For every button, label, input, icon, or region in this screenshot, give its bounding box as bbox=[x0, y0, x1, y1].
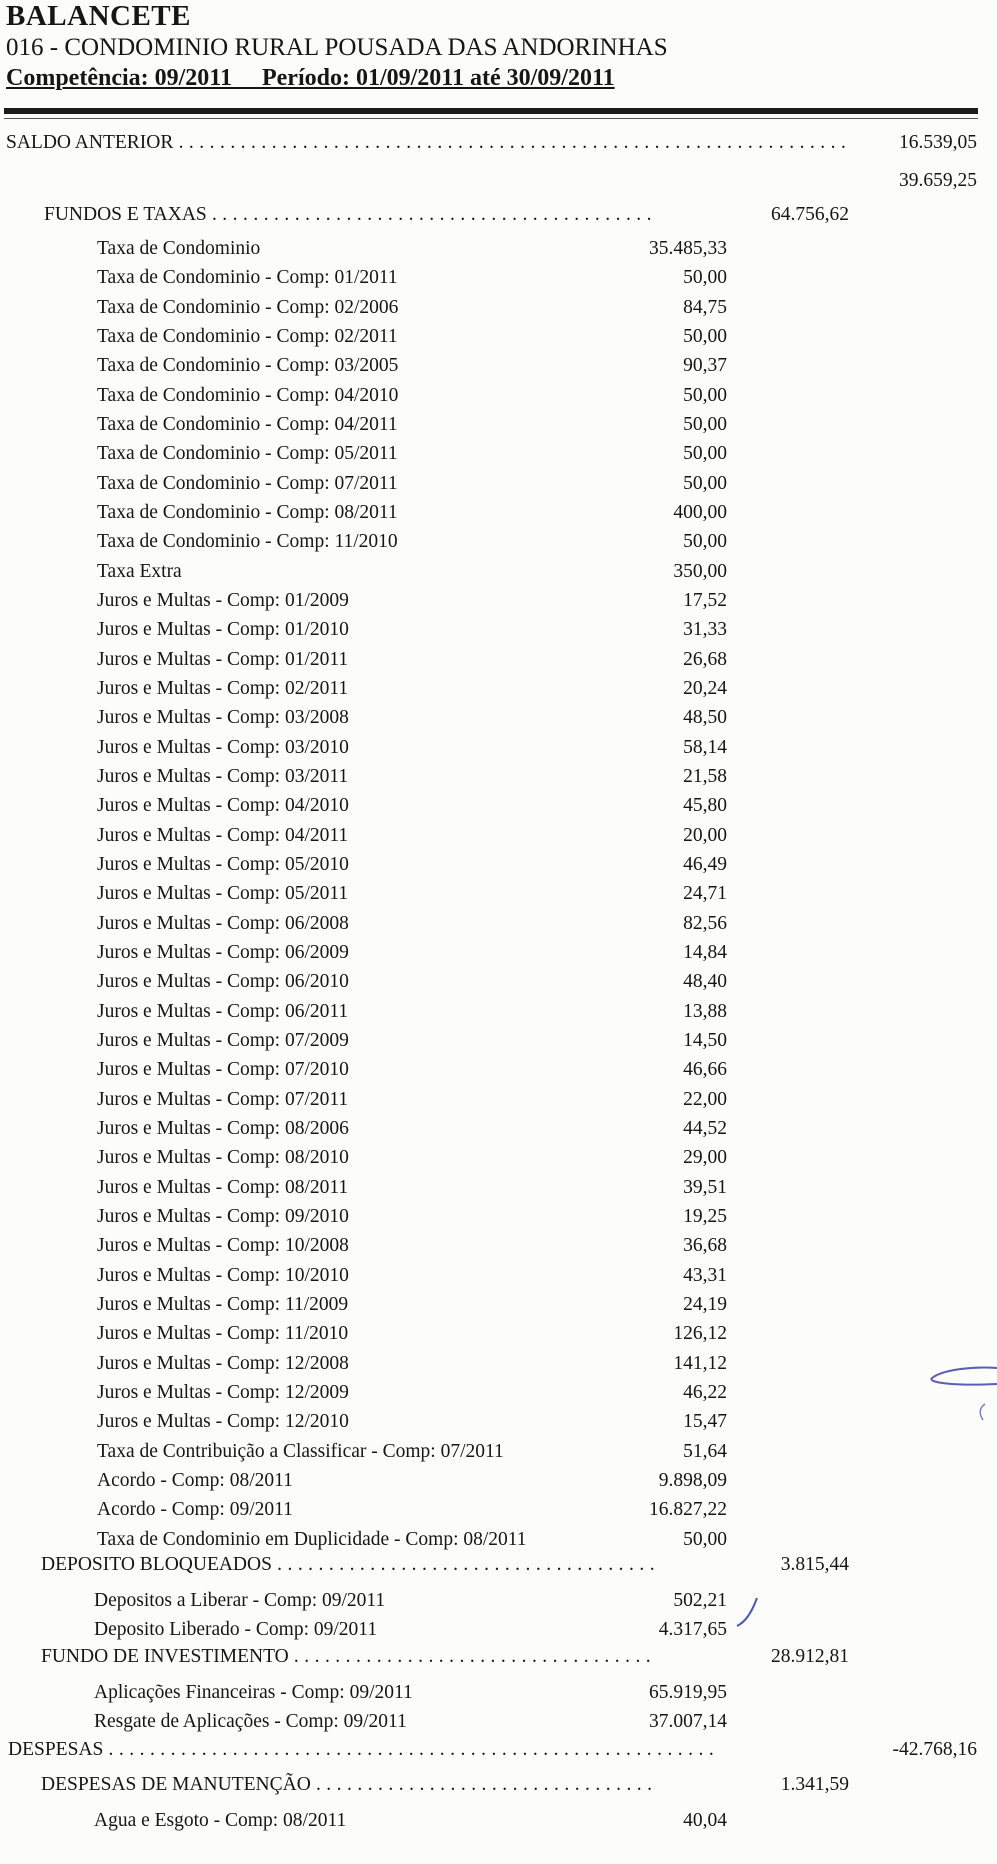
fundos-taxas-item-value: 43,31 bbox=[683, 1264, 727, 1286]
deposito-item-label: Depositos a Liberar - Comp: 09/2011 bbox=[94, 1590, 386, 1611]
fundos-taxas-item bbox=[0, 791, 997, 821]
fundos-taxas-item-label: Taxa de Condominio - Comp: 08/2011 bbox=[97, 501, 398, 523]
header-rule-thick bbox=[4, 108, 978, 114]
fundos-taxas-item-value: 50,00 bbox=[683, 413, 727, 435]
fundos-taxas-item-value: 14,50 bbox=[683, 1029, 727, 1051]
fundos-taxas-item-value: 24,71 bbox=[683, 883, 727, 905]
fundos-taxas-item-value: 17,52 bbox=[683, 589, 727, 611]
manutencao-item-value: 40,04 bbox=[683, 1810, 727, 1831]
fundos-taxas-item-value: 50,00 bbox=[683, 443, 727, 465]
despesas-manutencao-row-label: DESPESAS DE MANUTENÇÃO . . . bbox=[41, 1770, 656, 1800]
fundos-taxas-item bbox=[0, 1055, 997, 1085]
fundos-taxas-item-value: 14,84 bbox=[683, 941, 727, 963]
fundos-taxas-item bbox=[0, 439, 997, 469]
fundos-taxas-item-label: Juros e Multas - Comp: 07/2011 bbox=[97, 1088, 349, 1110]
receitas-total-row-value: 39.659,25 bbox=[899, 170, 977, 191]
fundos-taxas-item-value: 16.827,22 bbox=[649, 1499, 727, 1521]
fundos-taxas-item-value: 45,80 bbox=[683, 795, 727, 817]
investimento-item-value: 65.919,95 bbox=[649, 1682, 727, 1703]
fundos-taxas-item-label: Taxa de Condominio - Comp: 05/2011 bbox=[97, 443, 398, 465]
saldo-anterior-row bbox=[0, 128, 997, 158]
deposito-item-value: 4.317,65 bbox=[658, 1619, 727, 1640]
fundos-taxas-item bbox=[0, 469, 997, 499]
fundos-taxas-item-value: 9.898,09 bbox=[658, 1469, 727, 1491]
fundos-taxas-item bbox=[0, 1290, 997, 1320]
fundos-taxas-item-value: 141,12 bbox=[673, 1352, 727, 1374]
fundos-taxas-item-value: 50,00 bbox=[683, 384, 727, 406]
fundos-taxas-item-label: Taxa de Condominio - Comp: 04/2010 bbox=[97, 384, 399, 406]
fundos-taxas-item bbox=[0, 322, 997, 352]
investimento-item bbox=[0, 1707, 997, 1737]
fundos-taxas-item bbox=[0, 762, 997, 792]
fundos-taxas-item bbox=[0, 293, 997, 323]
fundos-taxas-item-label: Juros e Multas - Comp: 01/2010 bbox=[97, 619, 349, 641]
fundos-taxas-item-value: 22,00 bbox=[683, 1088, 727, 1110]
fundos-taxas-row-value: 64.756,62 bbox=[771, 204, 849, 225]
fundos-taxas-item bbox=[0, 1378, 997, 1408]
fundos-taxas-item-label: Taxa de Condominio - Comp: 03/2005 bbox=[97, 355, 399, 377]
deposito-item bbox=[0, 1615, 997, 1645]
fundos-taxas-item bbox=[0, 1026, 997, 1056]
manutencao-item bbox=[0, 1806, 997, 1836]
despesas-row-value: -42.768,16 bbox=[892, 1739, 977, 1760]
deposito-item-value: 502,21 bbox=[673, 1590, 727, 1611]
fundos-taxas-item bbox=[0, 498, 997, 528]
fundos-taxas-item-label: Acordo - Comp: 08/2011 bbox=[97, 1469, 293, 1491]
deposito-bloqueados-row-label: DEPOSITO BLOQUEADOS . . . bbox=[41, 1550, 656, 1580]
fundos-taxas-item bbox=[0, 1349, 997, 1379]
fundos-taxas-item-label: Juros e Multas - Comp: 07/2010 bbox=[97, 1059, 349, 1081]
fundos-taxas-item-label: Juros e Multas - Comp: 06/2011 bbox=[97, 1000, 349, 1022]
fundo-investimento-row-label: FUNDO DE INVESTIMENTO . . . bbox=[41, 1642, 656, 1672]
fundos-taxas-item-label: Juros e Multas - Comp: 05/2010 bbox=[97, 853, 349, 875]
fundos-taxas-item-value: 46,49 bbox=[683, 853, 727, 875]
fundos-taxas-item-value: 21,58 bbox=[683, 765, 727, 787]
fundos-taxas-item-value: 26,68 bbox=[683, 648, 727, 670]
despesas-row-label: DESPESAS . . . bbox=[8, 1735, 720, 1765]
fundos-taxas-item-label: Juros e Multas - Comp: 12/2008 bbox=[97, 1352, 349, 1374]
fundos-taxas-item-value: 84,75 bbox=[683, 296, 727, 318]
fundos-taxas-item-label: Juros e Multas - Comp: 06/2010 bbox=[97, 971, 349, 993]
fundos-taxas-item-value: 44,52 bbox=[683, 1117, 727, 1139]
period-line: Competência: 09/2011 Período: 01/09/2011 até 30/09/2011 bbox=[6, 65, 615, 91]
manutencao-item-label: Agua e Esgoto - Comp: 08/2011 bbox=[94, 1810, 347, 1831]
fundos-taxas-item bbox=[0, 263, 997, 293]
fundos-taxas-item-value: 82,56 bbox=[683, 912, 727, 934]
fundos-taxas-item bbox=[0, 733, 997, 763]
fundos-taxas-item-value: 13,88 bbox=[683, 1000, 727, 1022]
fundos-taxas-item-label: Juros e Multas - Comp: 02/2011 bbox=[97, 677, 349, 699]
fundos-taxas-item-label: Juros e Multas - Comp: 10/2008 bbox=[97, 1235, 349, 1257]
fundos-taxas-item-value: 20,00 bbox=[683, 824, 727, 846]
fundos-taxas-item bbox=[0, 615, 997, 645]
fundos-taxas-item-value: 19,25 bbox=[683, 1205, 727, 1227]
fundos-taxas-item-label: Juros e Multas - Comp: 12/2009 bbox=[97, 1381, 349, 1403]
fundos-taxas-item bbox=[0, 1143, 997, 1173]
fundos-taxas-item-label: Juros e Multas - Comp: 06/2009 bbox=[97, 941, 349, 963]
fundos-taxas-item-label: Juros e Multas - Comp: 08/2010 bbox=[97, 1147, 349, 1169]
receitas-total-row bbox=[0, 166, 997, 196]
fundos-taxas-item bbox=[0, 557, 997, 587]
investimento-item-label: Resgate de Aplicações - Comp: 09/2011 bbox=[94, 1711, 407, 1732]
fundos-taxas-item-label: Juros e Multas - Comp: 03/2011 bbox=[97, 765, 349, 787]
fundos-taxas-item-label: Juros e Multas - Comp: 03/2008 bbox=[97, 707, 349, 729]
condominium-name: 016 - CONDOMINIO RURAL POUSADA DAS ANDORINHAS bbox=[6, 34, 668, 61]
fundos-taxas-item bbox=[0, 1231, 997, 1261]
fundos-taxas-item-value: 51,64 bbox=[683, 1440, 727, 1462]
saldo-anterior-row-value: 16.539,05 bbox=[899, 132, 977, 153]
fundos-taxas-item-label: Taxa de Condominio - Comp: 01/2011 bbox=[97, 267, 398, 289]
fundos-taxas-item-label: Taxa de Condominio bbox=[97, 238, 261, 259]
deposito-item-label: Deposito Liberado - Comp: 09/2011 bbox=[94, 1619, 378, 1640]
fundos-taxas-item-value: 50,00 bbox=[683, 531, 727, 553]
fundos-taxas-item-value: 35.485,33 bbox=[649, 238, 727, 259]
fundos-taxas-item-label: Juros e Multas - Comp: 05/2011 bbox=[97, 883, 349, 905]
fundos-taxas-item-value: 90,37 bbox=[683, 355, 727, 377]
fundos-taxas-row-label: FUNDOS E TAXAS . . . bbox=[44, 200, 656, 230]
fundos-taxas-item-label: Juros e Multas - Comp: 06/2008 bbox=[97, 912, 349, 934]
fundos-taxas-item bbox=[0, 1437, 997, 1467]
fundos-taxas-item-label: Taxa de Condominio - Comp: 07/2011 bbox=[97, 472, 398, 494]
fundos-taxas-item-value: 50,00 bbox=[683, 1528, 727, 1550]
report-title: BALANCETE bbox=[6, 0, 191, 32]
deposito-bloqueados-row-value: 3.815,44 bbox=[780, 1554, 849, 1575]
fundos-taxas-item bbox=[0, 821, 997, 851]
fundos-taxas-item-label: Juros e Multas - Comp: 03/2010 bbox=[97, 736, 349, 758]
fundos-taxas-item bbox=[0, 1407, 997, 1437]
fundos-taxas-item-value: 20,24 bbox=[683, 677, 727, 699]
fundos-taxas-item bbox=[0, 850, 997, 880]
fundos-taxas-item bbox=[0, 586, 997, 616]
fundos-taxas-item-label: Juros e Multas - Comp: 08/2006 bbox=[97, 1117, 349, 1139]
investimento-item bbox=[0, 1678, 997, 1708]
fundos-taxas-item-label: Taxa de Condominio - Comp: 02/2011 bbox=[97, 325, 398, 347]
fundos-taxas-item-value: 29,00 bbox=[683, 1147, 727, 1169]
fundos-taxas-item-value: 400,00 bbox=[673, 501, 727, 523]
fundos-taxas-item-label: Taxa de Condominio - Comp: 04/2011 bbox=[97, 413, 398, 435]
fundos-taxas-item-label: Taxa Extra bbox=[97, 560, 182, 582]
fundos-taxas-item bbox=[0, 1114, 997, 1144]
fundos-taxas-row bbox=[0, 200, 997, 230]
fundos-taxas-item bbox=[0, 351, 997, 381]
fundos-taxas-item-label: Juros e Multas - Comp: 01/2011 bbox=[97, 648, 349, 670]
deposito-item bbox=[0, 1586, 997, 1616]
fundos-taxas-item-value: 31,33 bbox=[683, 619, 727, 641]
fundos-taxas-item bbox=[0, 674, 997, 704]
fundos-taxas-item-label: Juros e Multas - Comp: 12/2010 bbox=[97, 1411, 349, 1433]
fundos-taxas-item bbox=[0, 703, 997, 733]
fundos-taxas-item-label: Juros e Multas - Comp: 04/2010 bbox=[97, 795, 349, 817]
fundos-taxas-item-label: Taxa de Condominio - Comp: 02/2006 bbox=[97, 296, 399, 318]
fundos-taxas-item-label: Juros e Multas - Comp: 11/2009 bbox=[97, 1293, 349, 1315]
fundos-taxas-item-value: 46,66 bbox=[683, 1059, 727, 1081]
fundos-taxas-item bbox=[0, 909, 997, 939]
fundos-taxas-item bbox=[0, 967, 997, 997]
fundos-taxas-item-value: 50,00 bbox=[683, 472, 727, 494]
fundos-taxas-item-value: 24,19 bbox=[683, 1293, 727, 1315]
fundos-taxas-item-label: Taxa de Condominio em Duplicidade - Comp: 08/2011 bbox=[97, 1528, 527, 1550]
fundos-taxas-item bbox=[0, 1261, 997, 1291]
despesas-row bbox=[0, 1735, 997, 1765]
fundo-investimento-row-value: 28.912,81 bbox=[771, 1646, 849, 1667]
fundos-taxas-item-label: Juros e Multas - Comp: 01/2009 bbox=[97, 589, 349, 611]
fundos-taxas-item-value: 46,22 bbox=[683, 1381, 727, 1403]
fundos-taxas-item-value: 48,50 bbox=[683, 707, 727, 729]
fundos-taxas-item bbox=[0, 879, 997, 909]
fundos-taxas-item bbox=[0, 410, 997, 440]
fundos-taxas-item bbox=[0, 234, 997, 264]
fundos-taxas-item bbox=[0, 997, 997, 1027]
investimento-item-label: Aplicações Financeiras - Comp: 09/2011 bbox=[94, 1682, 413, 1703]
fundos-taxas-item-label: Juros e Multas - Comp: 07/2009 bbox=[97, 1029, 349, 1051]
fundos-taxas-item-value: 15,47 bbox=[683, 1411, 727, 1433]
fundos-taxas-item bbox=[0, 1319, 997, 1349]
fundos-taxas-item-value: 50,00 bbox=[683, 325, 727, 347]
fundos-taxas-item-label: Acordo - Comp: 09/2011 bbox=[97, 1499, 293, 1521]
fundos-taxas-item bbox=[0, 1202, 997, 1232]
investimento-item-value: 37.007,14 bbox=[649, 1711, 727, 1732]
fundos-taxas-item bbox=[0, 1466, 997, 1496]
fundos-taxas-item-value: 350,00 bbox=[673, 560, 727, 582]
fundos-taxas-item bbox=[0, 1085, 997, 1115]
fundos-taxas-item bbox=[0, 381, 997, 411]
fundos-taxas-item-value: 48,40 bbox=[683, 971, 727, 993]
despesas-manutencao-row bbox=[0, 1770, 997, 1800]
fundos-taxas-item-label: Taxa de Condominio - Comp: 11/2010 bbox=[97, 531, 398, 553]
fundos-taxas-item-label: Juros e Multas - Comp: 11/2010 bbox=[97, 1323, 349, 1345]
fundos-taxas-item bbox=[0, 527, 997, 557]
header-rule-thin bbox=[4, 118, 978, 119]
fundos-taxas-item-value: 39,51 bbox=[683, 1176, 727, 1198]
fundos-taxas-item bbox=[0, 1495, 997, 1525]
deposito-bloqueados-row bbox=[0, 1550, 997, 1580]
fundos-taxas-item-value: 58,14 bbox=[683, 736, 727, 758]
fundos-taxas-item-label: Juros e Multas - Comp: 08/2011 bbox=[97, 1176, 349, 1198]
fundos-taxas-item-label: Juros e Multas - Comp: 04/2011 bbox=[97, 824, 349, 846]
fundos-taxas-item-value: 126,12 bbox=[673, 1323, 727, 1345]
fundos-taxas-item-label: Taxa de Contribuição a Classificar - Comp: 07/2011 bbox=[97, 1440, 504, 1462]
fundo-investimento-row bbox=[0, 1642, 997, 1672]
fundos-taxas-item-value: 36,68 bbox=[683, 1235, 727, 1257]
fundos-taxas-item-label: Juros e Multas - Comp: 09/2010 bbox=[97, 1205, 349, 1227]
despesas-manutencao-row-value: 1.341,59 bbox=[780, 1774, 849, 1795]
fundos-taxas-item bbox=[0, 1173, 997, 1203]
fundos-taxas-item bbox=[0, 938, 997, 968]
fundos-taxas-item-value: 50,00 bbox=[683, 267, 727, 289]
saldo-anterior-row-label: SALDO ANTERIOR . . . bbox=[6, 128, 846, 158]
fundos-taxas-item bbox=[0, 645, 997, 675]
fundos-taxas-item-label: Juros e Multas - Comp: 10/2010 bbox=[97, 1264, 349, 1286]
